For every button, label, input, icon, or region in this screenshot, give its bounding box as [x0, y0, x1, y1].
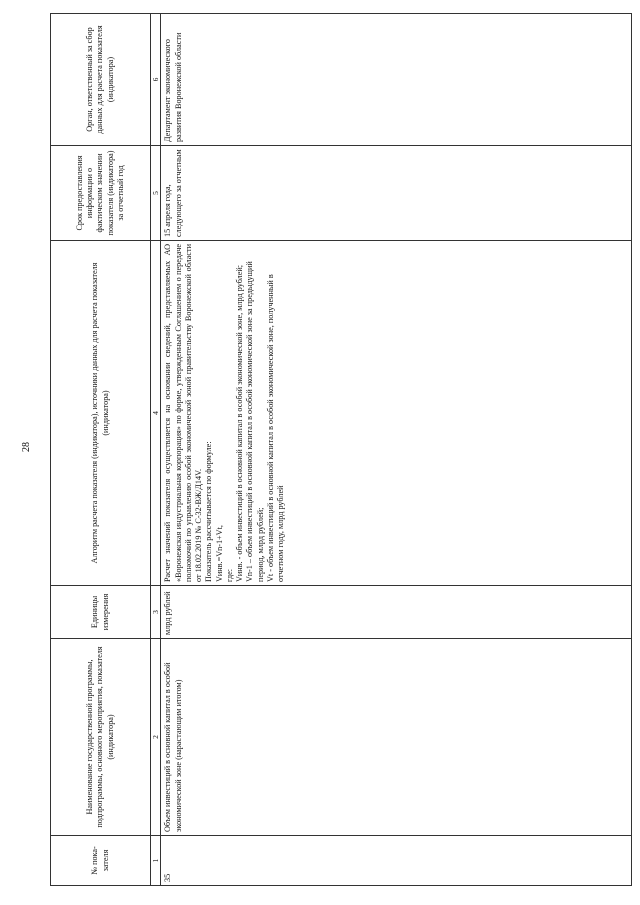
row-algorithm-cell [161, 241, 632, 586]
header-cell-name: Наименование государственной программы, подпрограммы, основного мероприятия, показателя (индикатора) [51, 639, 151, 836]
header-cell-deadline: Срок предоставления информации о фактическом значении показателя (индикатора) за отчетный год [51, 146, 151, 241]
column-number: 3 [151, 586, 161, 639]
header-cell-number: № пока-зателя [51, 836, 151, 886]
column-number: 1 [151, 836, 161, 886]
header-cell-responsible: Орган, ответственный за сбор данных для расчета показателя (индикатора) [51, 14, 151, 146]
row-number-cell: 35 [161, 836, 632, 886]
row-name-cell: Объем инвестиций в основной капитал в особой экономической зоне (нарастающим итогом) [161, 639, 632, 836]
algorithm-paragraph: Показатель рассчитывается по формуле: [204, 441, 214, 582]
row-responsible-cell: Департамент экономического развития Воронежской области [161, 14, 632, 146]
rotated-table-container [50, 14, 632, 886]
row-unit-cell: млрд рублей [161, 586, 632, 639]
header-cell-unit: Единицы измерения [51, 586, 151, 639]
row-deadline-cell: 15 апреля года, следующего за отчетным [161, 146, 632, 241]
algorithm-paragraph: Vинв. - объем инвестиций в основной капитал в особой экономической зоне, млрд рублей; [235, 264, 245, 582]
algorithm-paragraph: Расчет значений показателя осуществляется на основании сведений, представляемых АО «Воронежская индустриальная корпорация» по форме, утвержденным Соглашением о передаче полномочий по управлению особой экономической зоной правительству Воронежской области от 18.02.2019 № С-32-ВЖ/Д14V. [163, 244, 204, 582]
algorithm-paragraph: где: [224, 568, 234, 582]
header-cell-algorithm: Алгоритм расчета показателя (индикатора), источники данных для расчета показателя (индикатора) [51, 241, 151, 586]
column-number: 6 [151, 14, 161, 146]
column-number-row [151, 14, 161, 886]
page-number: 28 [21, 442, 32, 452]
algorithm-paragraph: Vt - объем инвестиций в основной капитал в особой экономической зоне, полученный в отчетном году, млрд рублей [265, 274, 286, 582]
table-row [161, 14, 632, 886]
algorithm-paragraph: Vn-1 – объем инвестиций в основной капитал в особой экономической зоне за предыдущий период, млрд рублей; [245, 261, 265, 582]
column-number: 5 [151, 146, 161, 241]
table-header-row [51, 14, 151, 886]
algorithm-formula: Vинв.=Vn-1+Vt, [214, 525, 224, 582]
column-number: 4 [151, 241, 161, 586]
indicator-table [50, 13, 632, 886]
column-number: 2 [151, 639, 161, 836]
